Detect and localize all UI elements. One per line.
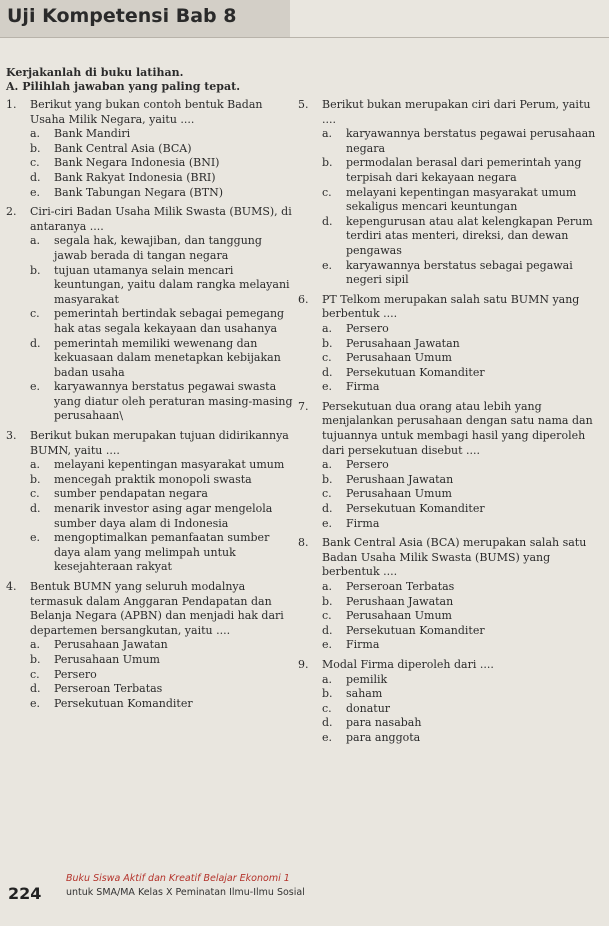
answer-option [322, 731, 600, 746]
answer-option [322, 186, 600, 215]
section-heading: A. Pilihlah jawaban yang paling tepat. [6, 80, 241, 93]
question-item [296, 98, 600, 288]
option-letter: e. [322, 638, 333, 652]
answer-option [322, 259, 600, 288]
option-text: Perusahaan Umum [54, 652, 160, 666]
answer-option [322, 156, 600, 185]
question-body [30, 580, 294, 711]
question-stem: Modal Firma diperoleh dari .... [322, 657, 494, 671]
question-number: 7. [298, 399, 309, 413]
option-letter: c. [30, 487, 40, 501]
option-text: Bank Tabungan Negara (BTN) [54, 185, 223, 199]
question-body [322, 293, 600, 395]
question-number: 2. [6, 205, 17, 219]
answer-option [30, 502, 294, 531]
answer-option [322, 580, 600, 595]
option-text: pemerintah memiliki wewenang dan kekuasaan dalam menetapkan kebijakan badan usaha [54, 336, 281, 379]
question-stem: Berikut bukan merupakan tujuan didirikannya BUMN, yaitu .... [30, 429, 289, 457]
answer-option [30, 307, 294, 336]
question-stem: Bank Central Asia (BCA) merupakan salah satu Badan Usaha Milik Swasta (BUMS) yang berbentuk .... [322, 536, 587, 579]
question-item [4, 580, 294, 711]
option-text: donatur [346, 701, 391, 715]
option-letter: d. [30, 336, 41, 350]
instruction-text: Kerjakanlah di buku latihan. [6, 66, 184, 79]
option-text: menarik investor asing agar mengelola sumber daya alam di Indonesia [54, 502, 273, 530]
option-text: Perusahaan Jawatan [346, 336, 460, 350]
option-letter: b. [322, 687, 333, 701]
page-number: 224 [8, 884, 42, 903]
question-body [30, 98, 294, 200]
option-text: Bank Negara Indonesia (BNI) [54, 156, 220, 170]
option-text: melayani kepentingan masyarakat umum sekaligus mencari keuntungan [346, 185, 577, 214]
option-text: pemilik [346, 672, 388, 686]
option-letter: d. [322, 716, 333, 730]
option-letter: d. [30, 682, 41, 696]
option-text: Bank Rakyat Indonesia (BRI) [54, 170, 216, 184]
option-text: segala hak, kewajiban, dan tanggung jawab berada di tangan negara [54, 234, 262, 262]
option-letter: b. [322, 594, 333, 608]
option-text: Persekutuan Komanditer [346, 623, 485, 637]
option-text: Perusahaan Umum [346, 351, 452, 365]
option-text: mengoptimalkan pemanfaatan sumber daya alam yang melimpah untuk kesejahteraan rakyat [54, 531, 270, 574]
answer-option [322, 687, 600, 702]
option-letter: a. [30, 234, 41, 248]
question-stem: Bentuk BUMN yang seluruh modalnya termasuk dalam Anggaran Pendapatan dan Belanja Negara (APBN) dan menjadi hak dari departemen bersangkutan, yaitu .... [30, 580, 284, 637]
option-text: Perushaan Jawatan [346, 594, 454, 608]
answer-option [30, 156, 294, 171]
question-body [30, 429, 294, 575]
option-letter: a. [322, 127, 333, 141]
question-number: 1. [6, 98, 17, 111]
answer-option [30, 473, 294, 488]
question-number: 5. [298, 98, 309, 111]
option-text: Firma [346, 380, 380, 394]
answer-option [30, 337, 294, 381]
answer-option [30, 487, 294, 502]
option-text: Persero [54, 667, 97, 681]
option-letter: d. [322, 214, 333, 228]
question-stem: Ciri-ciri Badan Usaha Milik Swasta (BUMS), di antaranya .... [30, 205, 292, 233]
answer-option [30, 531, 294, 575]
option-letter: c. [322, 609, 332, 623]
option-text: permodalan berasal dari pemerintah yang terpisah dari kekayaan negara [346, 156, 582, 184]
option-text: Firma [346, 516, 380, 530]
option-text: karyawannya berstatus pegawai perusahaan negara [346, 127, 596, 155]
question-number: 3. [6, 429, 17, 443]
chapter-title: Uji Kompetensi Bab 8 [7, 5, 237, 27]
option-letter: e. [30, 380, 41, 394]
question-stem: Persekutuan dua orang atau lebih yang menjalankan perusahaan dengan satu nama dan tujuannya untuk membagi hasil yang diperoleh dari persekutuan disebut .... [322, 399, 593, 457]
question-number: 9. [298, 657, 309, 671]
question-body [322, 536, 600, 653]
answer-option [322, 502, 600, 517]
option-text: sumber pendapatan negara [54, 487, 208, 501]
option-text: Firma [346, 638, 380, 652]
chapter-title-bar [0, 0, 290, 38]
book-title: Buku Siswa Aktif dan Kreatif Belajar Ekonomi 1 [66, 873, 290, 884]
option-text: Bank Central Asia (BCA) [54, 141, 192, 155]
answer-option [30, 458, 294, 473]
answer-option [322, 127, 600, 156]
option-letter: c. [322, 487, 332, 501]
answer-option [30, 653, 294, 668]
option-letter: b. [30, 472, 41, 486]
option-letter: a. [322, 321, 333, 335]
option-letter: b. [322, 472, 333, 486]
book-subtitle: untuk SMA/MA Kelas X Peminatan Ilmu-Ilmu Sosial [66, 887, 305, 898]
answer-option [322, 337, 600, 352]
answer-option [30, 638, 294, 653]
question-body [322, 400, 600, 531]
option-letter: e. [30, 531, 41, 545]
question-item [4, 205, 294, 424]
question-item [296, 658, 600, 746]
option-text: pemerintah bertindak sebagai pemegang hak atas segala kekayaan dan usahanya [54, 307, 285, 335]
option-text: Perusahaan Umum [346, 609, 452, 623]
question-stem: Berikut yang bukan contoh bentuk Badan Usaha Milik Negara, yaitu .... [30, 98, 263, 126]
answer-option [322, 380, 600, 395]
right-question-column [296, 98, 600, 746]
option-letter: a. [30, 458, 41, 472]
option-letter: d. [30, 170, 41, 184]
option-letter: d. [322, 365, 333, 379]
option-letter: e. [322, 258, 333, 272]
option-text: Perseroan Terbatas [54, 682, 163, 696]
option-letter: c. [322, 701, 332, 715]
answer-option [322, 487, 600, 502]
option-text: para nasabah [346, 716, 422, 730]
answer-option [30, 171, 294, 186]
option-text: Persero [346, 321, 389, 335]
option-letter: c. [30, 667, 40, 681]
option-letter: e. [30, 185, 41, 199]
answer-option [322, 366, 600, 381]
question-item [296, 536, 600, 653]
option-text: Perusahaan Jawatan [54, 638, 168, 652]
answer-option [30, 264, 294, 308]
answer-option [322, 517, 600, 532]
option-letter: b. [322, 156, 333, 170]
option-letter: e. [322, 516, 333, 530]
option-text: Persero [346, 458, 389, 472]
option-text: melayani kepentingan masyarakat umum [54, 458, 285, 472]
answer-option [30, 682, 294, 697]
answer-option [30, 127, 294, 142]
question-item [296, 293, 600, 395]
option-text: Bank Mandiri [54, 127, 131, 141]
option-letter: a. [30, 638, 41, 652]
option-letter: b. [322, 336, 333, 350]
option-letter: c. [30, 307, 40, 321]
question-body [30, 205, 294, 424]
answer-option [322, 595, 600, 610]
option-text: Persekutuan Komanditer [54, 696, 193, 710]
option-letter: e. [30, 696, 41, 710]
question-item [4, 429, 294, 575]
option-text: saham [346, 687, 383, 701]
option-letter: a. [30, 127, 41, 141]
option-letter: a. [322, 580, 333, 593]
option-text: Perusahaan Umum [346, 487, 452, 501]
question-stem: PT Telkom merupakan salah satu BUMN yang berbentuk .... [322, 292, 580, 321]
option-text: Persekutuan Komanditer [346, 502, 485, 516]
question-number: 4. [6, 580, 17, 593]
option-text: Persekutuan Komanditer [346, 365, 485, 379]
option-text: mencegah praktik monopoli swasta [54, 472, 252, 486]
question-number: 8. [298, 536, 309, 550]
answer-option [322, 351, 600, 366]
option-letter: a. [322, 458, 333, 472]
option-text: karyawannya berstatus pegawai swasta yang diatur oleh peraturan masing-masing perusahaan\ [54, 380, 293, 423]
option-text: karyawannya berstatus sebagai pegawai negeri sipil [346, 258, 573, 287]
answer-option [30, 186, 294, 201]
option-letter: d. [322, 623, 333, 637]
option-text: Perushaan Jawatan [346, 472, 454, 486]
question-body [322, 98, 600, 288]
answer-option [322, 638, 600, 653]
option-letter: e. [322, 730, 333, 744]
option-letter: c. [322, 185, 332, 199]
answer-option [322, 473, 600, 488]
left-question-column [4, 98, 294, 711]
option-text: kepengurusan atau alat kelengkapan Perum terdiri atas menteri, direksi, dan dewan pengawas [346, 214, 593, 257]
answer-option [322, 624, 600, 639]
answer-option [30, 380, 294, 424]
answer-option [322, 716, 600, 731]
question-body [322, 658, 600, 746]
answer-option [322, 609, 600, 624]
question-item [296, 400, 600, 531]
answer-option [322, 322, 600, 337]
answer-option [322, 673, 600, 688]
answer-option [30, 142, 294, 157]
option-letter: d. [322, 502, 333, 516]
option-letter: b. [30, 263, 41, 277]
option-letter: c. [322, 351, 332, 365]
option-letter: d. [30, 502, 41, 516]
question-number: 6. [298, 292, 309, 306]
option-text: para anggota [346, 730, 421, 744]
option-letter: b. [30, 141, 41, 155]
question-stem: Berikut bukan merupakan ciri dari Perum, yaitu .... [322, 98, 591, 126]
option-letter: e. [322, 380, 333, 394]
option-letter: a. [322, 672, 333, 686]
option-text: tujuan utamanya selain mencari keuntungan, yaitu dalam rangka melayani masyarakat [54, 263, 290, 306]
option-letter: b. [30, 652, 41, 666]
answer-option [322, 458, 600, 473]
answer-option [30, 697, 294, 712]
answer-option [30, 668, 294, 683]
answer-option [322, 215, 600, 259]
answer-option [30, 234, 294, 263]
answer-option [322, 702, 600, 717]
option-text: Perseroan Terbatas [346, 580, 455, 593]
option-letter: c. [30, 156, 40, 170]
question-item [4, 98, 294, 200]
